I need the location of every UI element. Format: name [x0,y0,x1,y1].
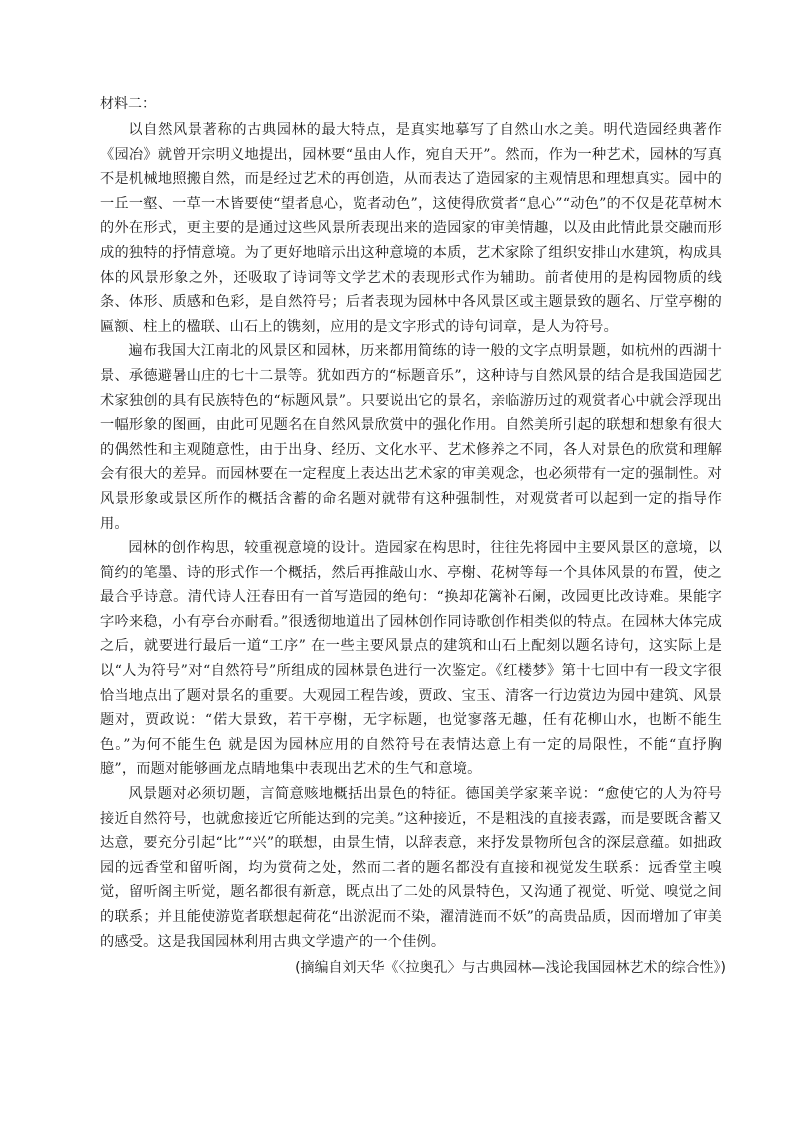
section-heading: 材料二： [100,96,156,112]
paragraph-2: 遍布我国大江南北的风景区和园林，历来都用简练的诗一般的文字点明景题，如杭州的西湖十景、承德避暑山庄的七十二景等。犹如西方的“标题音乐”，这种诗与自然风景的结合是我国造园艺术家独创的具有民族特色的“标题风景”。只要说出它的景名，亲临游历过的观赏者心中就会浮现出一幅形象的图画，由此可见题名在自然风景欣赏中的强化作用。自然美所引起的联想和想象有很大的偶然性和主观随意性，由于出身、经历、文化水平、艺术修养之不同，各人对景色的欣赏和理解会有很大的差异。而园林要在一定程度上表达出艺术家的审美观念，也必须带有一定的强制性。对风景形象或景区所作的概括含蓄的命名题对就带有这种强制性，对观赏者可以起到一定的指导作用。 [100,343,722,532]
document-body [100,92,726,979]
paragraph-1: 以自然风景著称的古典园林的最大特点，是真实地摹写了自然山水之美。明代造园经典著作《园冶》就曾开宗明义地提出，园林要“虽由人作，宛自天开”。然而，作为一种艺术，园林的写真不是机械地照搬自然，而是经过艺术的再创造，从而表达了造园家的主观情思和理想真实。园中的一丘一壑、一草一木皆要使“望者息心，览者动色”，这使得欣赏者“息心”“动色”的不仅是花草树木的外在形式，更主要的是通过这些风景所表现出来的造园家的审美情趣，以及由此情此景交融而形成的独特的抒情意境。为了更好地暗示出这种意境的本质，艺术家除了组织安排山水建筑，构成具体的风景形象之外，还吸取了诗词等文学艺术的表现形式作为辅助。前者使用的是构园物质的线条、体形、质感和色彩，是自然符号；后者表现为园林中各风景区或主题景致的题名、厅堂亭榭的匾额、柱上的楹联、山石上的镌刻，应用的是文字形式的诗句词章，是人为符号。 [100,122,722,335]
paragraph-4: 风景题对必须切题，言简意赅地概括出景色的特征。德国美学家莱辛说：“愈使它的人为符号接近自然符号，也就愈接近它所能达到的完美。”这种接近，不是粗浅的直接表露，而是要既含蓄又达意，要充分引起“比”“兴”的联想，由景生情，以辞表意，来抒发景物所包含的深层意蕴。如拙政园的远香堂和留听阁，均为赏荷之处，然而二者的题名都没有直接和视觉发生联系：远香堂主嗅觉，留听阁主听觉，题名都很有新意，既点出了二处的风景特色，又沟通了视觉、听觉、嗅觉之间的联系；并且能使游览者联想起荷花“出淤泥而不染，濯清涟而不妖”的高贵品质，因而增加了审美的感受。这是我国园林利用古典文学遗产的一个佳例。 [100,786,722,950]
source-citation: (摘编自刘天华《〈拉奥孔〉与古典园林—浅论我国园林艺术的综合性》) [295,960,726,977]
paragraph-3: 园林的创作构思，较重视意境的设计。造园家在构思时，往往先将园中主要风景区的意境，以简约的笔墨、诗的形式作一个概括，然后再推敲山水、亭榭、花树等每一个具体风景的布置，使之最合乎诗意。清代诗人汪春田有一首写造园的绝句：“换却花篱补石阑，改园更比改诗难。果能字字吟来稳，小有亭台亦耐看。”很透彻地道出了园林创作同诗歌创作相类似的特点。在园林大体完成之后，就要进行最后一道“工序” 在一些主要风景点的建筑和山石上配刻以题名诗句，这实际上是以“人为符号”对“自然符号”所组成的园林景色进行一次鉴定。《红楼梦》第十七回中有一段文字很恰当地点出了题对景名的重要。大观园工程告竣，贾政、宝玉、清客一行边赏边为园中建筑、风景题对，贾政说：“偌大景致，若干亭榭，无字标题，也觉寥落无趣，任有花柳山水，也断不能生色。”为何不能生色 就是因为园林应用的自然符号在表情达意上有一定的局限性，不能“直抒胸臆”，而题对能够画龙点睛地集中表现出艺术的生气和意境。 [100,540,722,778]
